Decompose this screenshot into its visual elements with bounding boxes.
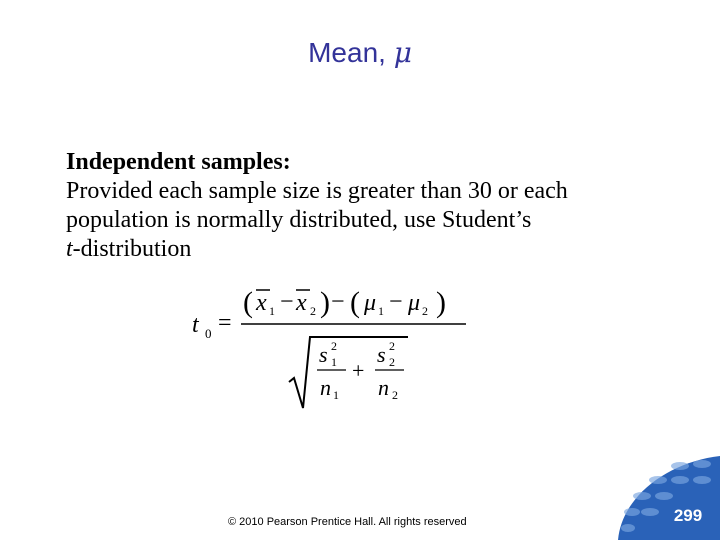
num-x2: x [296,290,307,316]
n2: n [378,375,389,400]
num-lparen-1: ( [243,286,253,319]
s2-sub: 2 [389,355,395,369]
s2-sq: 2 [389,339,395,353]
s1-sq: 2 [331,339,337,353]
num-mu1-sub: 1 [378,304,384,318]
formula-equals: = [218,310,232,336]
n1-sub: 1 [333,388,339,402]
num-lparen-2: ( [350,286,360,319]
t-statistic-formula [186,282,486,419]
corner-decoration [618,456,720,540]
body-line-1: Provided each sample size is greater than 30 or each [66,178,568,204]
s2: s [377,342,386,367]
body-line-3 [66,235,666,264]
page-number: 299 [673,506,703,525]
body-heading: Independent samples: [66,149,291,175]
slide-title [0,36,720,69]
s1-sub: 1 [331,355,337,369]
title-mu-symbol: μ [393,36,412,69]
body-line-2: population is normally distributed, use Student’s [66,207,532,233]
s1: s [319,342,328,367]
plus-sign: + [352,358,365,383]
n1: n [320,375,331,400]
num-x2-sub: 2 [310,304,316,318]
title-text: Mean, [308,37,394,68]
num-x1: x [256,290,267,316]
body-text [66,148,666,264]
formula-t: t [192,312,199,338]
num-x1-sub: 1 [269,304,275,318]
copyright-footer: © 2010 Pearson Prentice Hall. All rights reserved [228,516,467,528]
num-mu2: μ [408,290,421,316]
formula-t-sub: 0 [205,326,212,341]
num-rparen-2: ) [436,286,446,319]
n2-sub: 2 [392,388,398,402]
num-minus-3: − [389,289,403,315]
body-t-italic: t [66,236,73,262]
formula-svg [186,282,486,414]
num-minus-2: − [331,289,345,315]
num-mu2-sub: 2 [422,304,428,318]
body-line-3-rest: -distribution [72,236,192,262]
num-minus-1: − [280,289,294,315]
num-rparen-1: ) [320,286,330,319]
num-mu1: μ [364,290,377,316]
